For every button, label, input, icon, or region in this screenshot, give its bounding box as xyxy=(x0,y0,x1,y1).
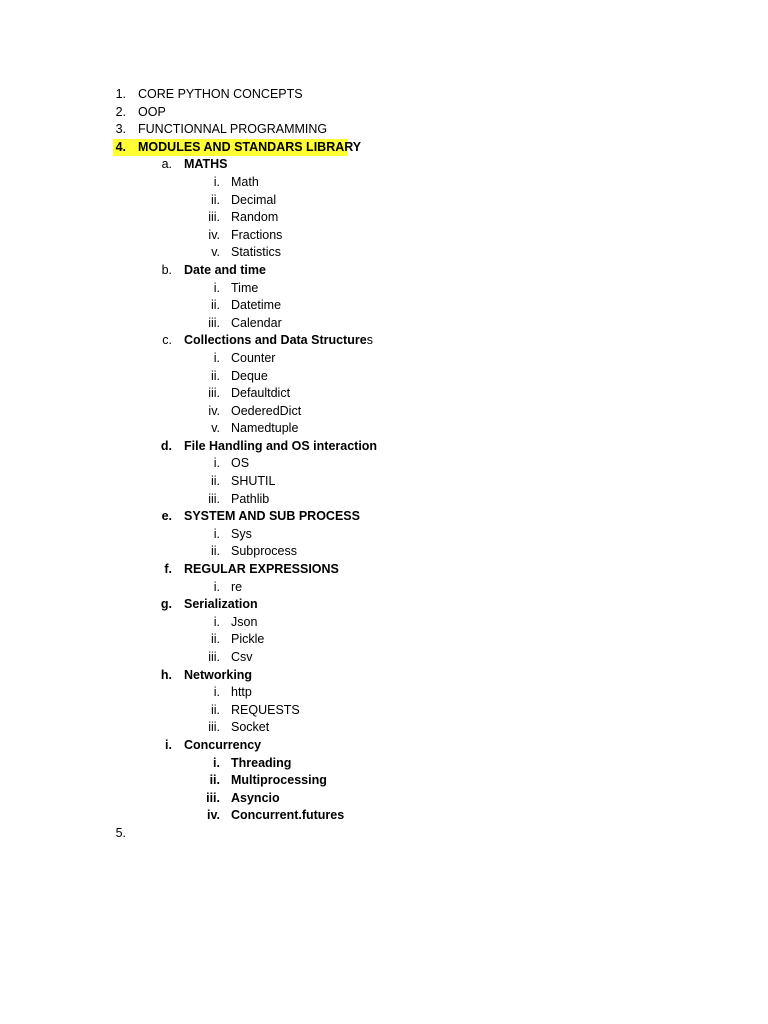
sub-number: ii. xyxy=(210,474,220,489)
sub-item xyxy=(0,403,768,421)
sub-number: ii. xyxy=(209,773,220,788)
sub-item xyxy=(0,719,768,737)
sub-number: iii. xyxy=(208,491,220,506)
sub-item xyxy=(0,772,768,790)
sub-number: iii. xyxy=(208,210,220,225)
sub-number: i. xyxy=(213,685,220,700)
sub-text: Asyncio xyxy=(231,790,280,805)
sub-number: i. xyxy=(213,456,220,471)
sub-number: ii. xyxy=(210,298,220,313)
sub-number: iii. xyxy=(206,790,220,805)
sub-item xyxy=(0,649,768,667)
sub-number: i. xyxy=(213,350,220,365)
section-title: Concurrency xyxy=(184,737,262,752)
sub-number: i. xyxy=(213,579,220,594)
sub-item xyxy=(0,631,768,649)
sub-text: Deque xyxy=(231,368,268,383)
section-letter: g. xyxy=(160,597,172,612)
sub-item xyxy=(0,455,768,473)
section-title-wrap xyxy=(184,332,373,350)
sub-text: Datetime xyxy=(231,298,282,313)
sub-item xyxy=(0,280,768,298)
section-a xyxy=(0,156,768,174)
sub-item xyxy=(0,790,768,808)
list-item-1 xyxy=(0,86,768,104)
sub-item xyxy=(0,368,768,386)
section-title: Serialization xyxy=(184,597,258,612)
sub-item xyxy=(0,526,768,544)
sub-text: Pickle xyxy=(231,632,265,647)
sub-number: iii. xyxy=(208,315,220,330)
sub-item xyxy=(0,209,768,227)
sub-number: i. xyxy=(213,280,220,295)
sub-number: ii. xyxy=(210,544,220,559)
sub-item xyxy=(0,543,768,561)
outline-list xyxy=(0,86,768,843)
sub-number: iii. xyxy=(208,386,220,401)
sub-text: Time xyxy=(231,280,259,295)
list-item-4-highlighted xyxy=(0,139,768,157)
sub-number: i. xyxy=(213,526,220,541)
sub-number: ii. xyxy=(210,702,220,717)
sub-item xyxy=(0,192,768,210)
section-letter: i. xyxy=(165,737,172,752)
sub-text: Defaultdict xyxy=(231,386,291,401)
sub-text: Subprocess xyxy=(231,544,298,559)
sub-text: Multiprocessing xyxy=(231,773,327,788)
list-item-5 xyxy=(0,825,768,843)
section-letter: e. xyxy=(161,509,172,524)
section-letter: h. xyxy=(160,667,172,682)
sub-number: i. xyxy=(213,174,220,189)
sub-text: Decimal xyxy=(231,192,277,207)
sub-item xyxy=(0,385,768,403)
sub-item xyxy=(0,244,768,262)
sub-number: iv. xyxy=(208,403,220,418)
list-number: 4. xyxy=(115,139,126,154)
section-letter: a. xyxy=(161,157,172,172)
list-text: CORE PYTHON CONCEPTS xyxy=(138,87,303,101)
sub-text: Namedtuple xyxy=(231,421,299,436)
sub-item xyxy=(0,807,768,825)
sub-text: Math xyxy=(231,174,259,189)
sub-text: Random xyxy=(231,210,279,225)
sub-item xyxy=(0,350,768,368)
sub-text: Socket xyxy=(231,720,270,735)
section-b xyxy=(0,262,768,280)
sub-item xyxy=(0,227,768,245)
section-title: File Handling and OS interaction xyxy=(184,438,378,453)
sub-text: Concurrent.futures xyxy=(231,808,345,823)
section-title: Collections and Data Structure xyxy=(184,333,367,348)
sub-text: Statistics xyxy=(231,245,282,260)
list-number: 5. xyxy=(115,825,126,840)
list-item-3 xyxy=(0,121,768,139)
sub-item xyxy=(0,579,768,597)
list-number: 1. xyxy=(115,87,126,101)
sub-text: http xyxy=(231,685,252,700)
list-text: OOP xyxy=(138,104,166,119)
section-title-tail: s xyxy=(366,333,373,348)
sub-number: iv. xyxy=(208,227,220,242)
sub-item xyxy=(0,755,768,773)
sub-number: i. xyxy=(213,614,220,629)
sub-text: OS xyxy=(231,456,250,471)
list-text: FUNCTIONNAL PROGRAMMING xyxy=(138,122,328,137)
sub-number: iv. xyxy=(207,808,220,823)
sub-number: ii. xyxy=(210,192,220,207)
section-i xyxy=(0,737,768,755)
sub-item xyxy=(0,702,768,720)
sub-text: Sys xyxy=(231,526,252,541)
sub-item xyxy=(0,315,768,333)
sub-text: Counter xyxy=(231,350,276,365)
section-title: Date and time xyxy=(184,262,266,277)
sub-text: Threading xyxy=(231,755,292,770)
sub-item xyxy=(0,174,768,192)
sub-number: v. xyxy=(211,421,220,436)
sub-item xyxy=(0,491,768,509)
list-text: MODULES AND STANDARS LIBRARY xyxy=(138,139,362,154)
sub-text: Calendar xyxy=(231,315,282,330)
sub-item xyxy=(0,420,768,438)
sub-text: REQUESTS xyxy=(231,702,300,717)
sub-text: re xyxy=(231,579,243,594)
section-d xyxy=(0,438,768,456)
section-letter: d. xyxy=(160,438,172,453)
sub-item xyxy=(0,614,768,632)
list-item-2 xyxy=(0,104,768,122)
section-letter: c. xyxy=(162,333,172,348)
sub-text: Pathlib xyxy=(231,491,270,506)
sub-number: ii. xyxy=(210,632,220,647)
sub-item xyxy=(0,684,768,702)
section-f xyxy=(0,561,768,579)
sub-item xyxy=(0,297,768,315)
sub-text: SHUTIL xyxy=(231,474,276,489)
sub-number: i. xyxy=(213,755,220,770)
sub-number: v. xyxy=(211,245,220,260)
section-letter: f. xyxy=(164,562,172,577)
section-title: SYSTEM AND SUB PROCESS xyxy=(184,509,360,524)
section-title: MATHS xyxy=(184,157,228,172)
list-number: 2. xyxy=(115,104,126,119)
section-g xyxy=(0,596,768,614)
section-e xyxy=(0,508,768,526)
sub-text: OederedDict xyxy=(231,403,302,418)
section-h xyxy=(0,667,768,685)
list-number: 3. xyxy=(115,122,126,137)
sub-number: iii. xyxy=(208,650,220,664)
sub-text: Fractions xyxy=(231,227,283,242)
section-letter: b. xyxy=(161,262,172,277)
section-c xyxy=(0,332,768,350)
section-title: Networking xyxy=(184,667,253,682)
sub-number: iii. xyxy=(208,720,220,735)
sub-number: ii. xyxy=(210,368,220,383)
sub-text: Json xyxy=(231,614,258,629)
sub-item xyxy=(0,473,768,491)
section-title: REGULAR EXPRESSIONS xyxy=(184,562,339,577)
sub-text: Csv xyxy=(231,650,253,664)
